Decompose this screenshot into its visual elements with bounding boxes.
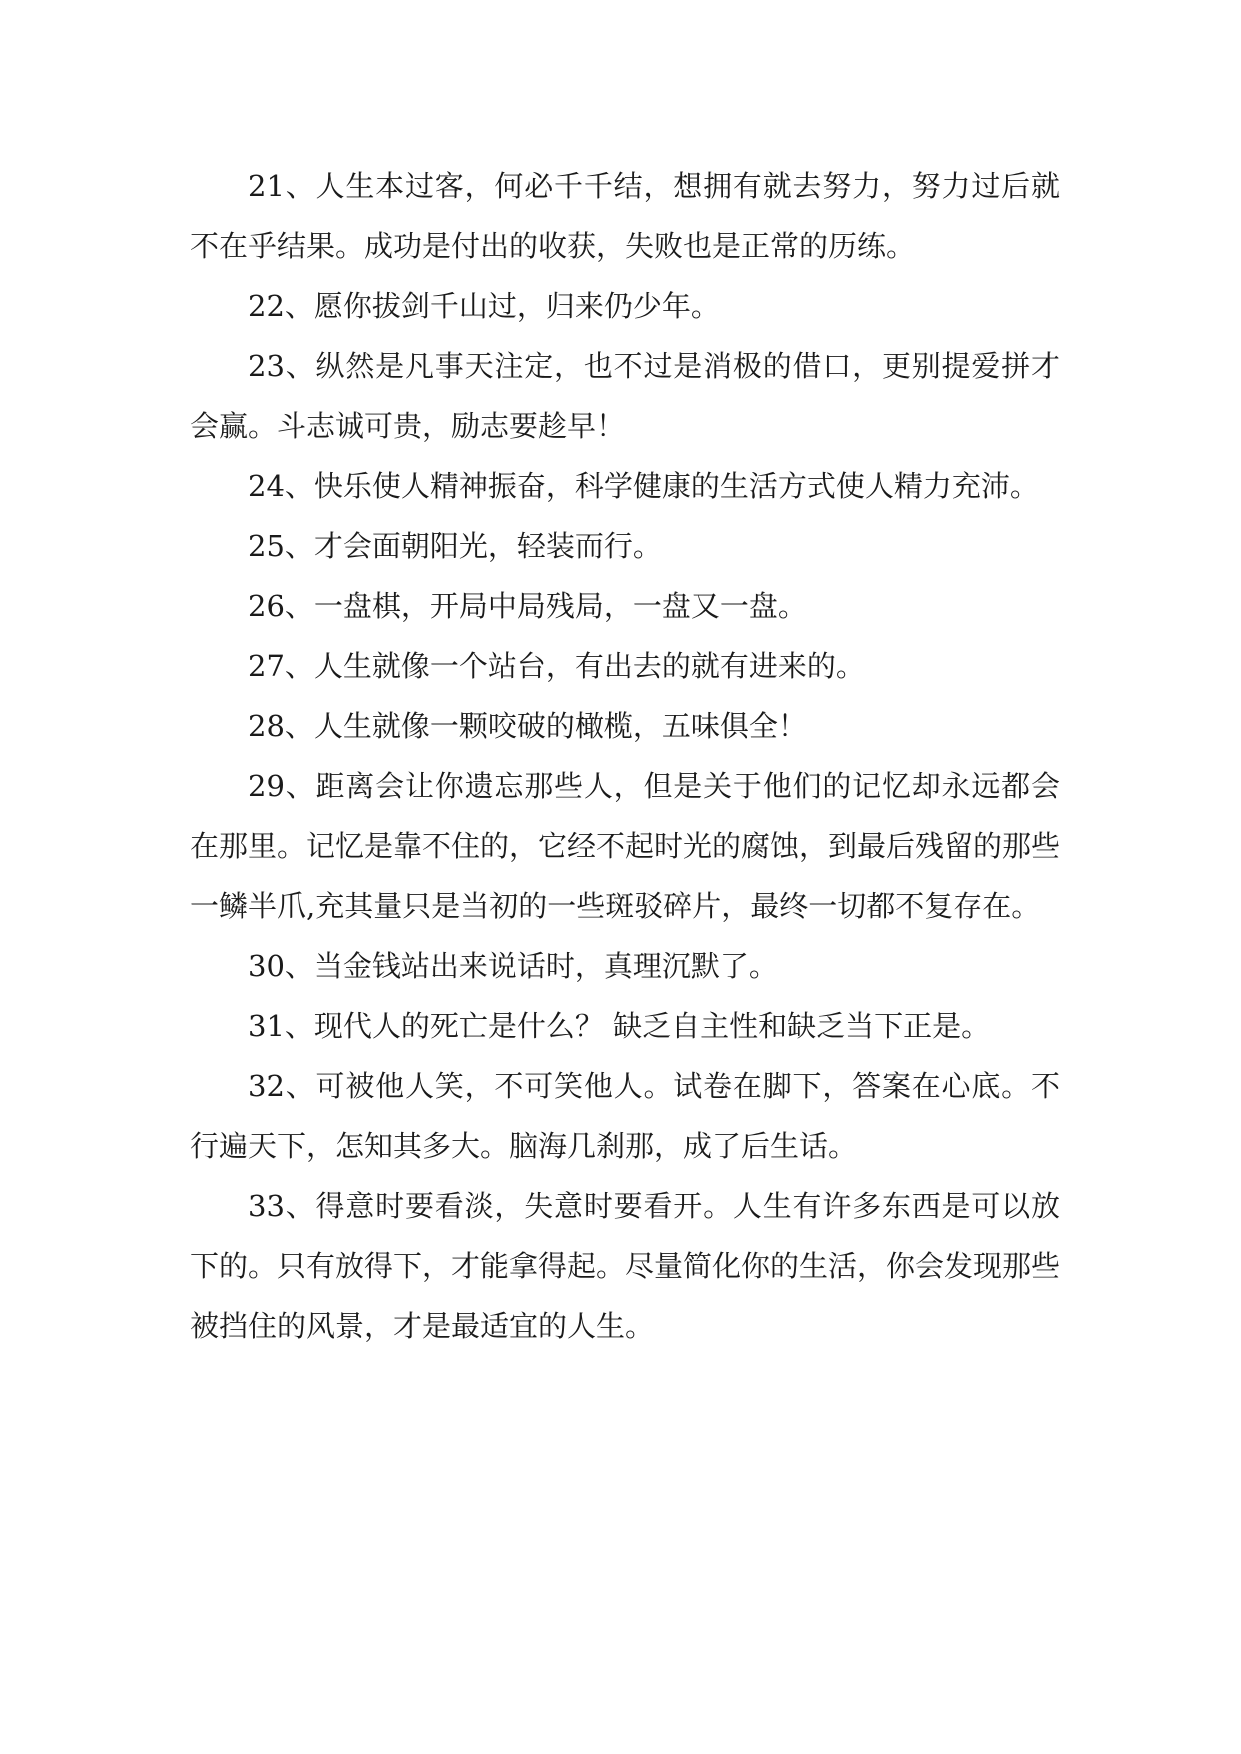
paragraph-25: 25、才会面朝阳光，轻装而行。 (248, 529, 662, 563)
paragraph-32: 32、可被他人笑，不可笑他人。试卷在脚下，答案在心底。不行遍天下，怎知其多大。脑海几刹那，成了后生话。 (190, 1069, 1060, 1163)
paragraph-27: 27、人生就像一个站台，有出去的就有进来的。 (248, 649, 865, 683)
paragraph-31: 31、现代人的死亡是什么？ 缺乏自主性和缺乏当下正是。 (248, 1009, 991, 1043)
paragraph-26: 26、一盘棋，开局中局残局，一盘又一盘。 (248, 589, 807, 623)
paragraph-24: 24、快乐使人精神振奋，科学健康的生活方式使人精力充沛。 (248, 469, 1039, 503)
paragraph-23: 23、纵然是凡事天注定，也不过是消极的借口，更别提爱拼才会赢。斗志诚可贵，励志要趁早！ (190, 349, 1060, 443)
paragraph-21: 21、人生本过客，何必千千结，想拥有就去努力，努力过后就不在乎结果。成功是付出的收获，失败也是正常的历练。 (190, 169, 1060, 263)
document-body (190, 156, 1060, 1356)
paragraph-30: 30、当金钱站出来说话时，真理沉默了。 (248, 949, 778, 983)
paragraph-22: 22、愿你拔剑千山过，归来仍少年。 (248, 289, 720, 323)
paragraph-33: 33、得意时要看淡，失意时要看开。人生有许多东西是可以放下的。只有放得下，才能拿得起。尽量简化你的生活，你会发现那些被挡住的风景，才是最适宜的人生。 (190, 1189, 1061, 1343)
paragraph-28: 28、人生就像一颗咬破的橄榄，五味俱全！ (248, 709, 807, 743)
paragraph-29: 29、距离会让你遗忘那些人，但是关于他们的记忆却永远都会在那里。记忆是靠不住的，它经不起时光的腐蚀，到最后残留的那些一鳞半爪,充其量只是当初的一些斑驳碎片，最终一切都不复存在。 (190, 769, 1061, 923)
